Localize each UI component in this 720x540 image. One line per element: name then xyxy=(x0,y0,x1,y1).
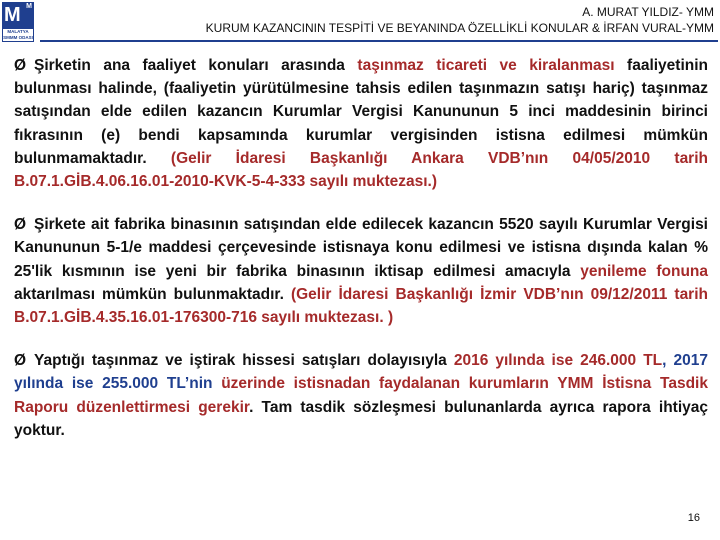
logo-mark-sup: M xyxy=(26,3,32,10)
header-subtitle: KURUM KAZANCININ TESPİTİ VE BEYANINDA ÖZELLİKLİ KONULAR & İRFAN VURAL-YMM xyxy=(205,21,714,35)
p2-citation: (Gelir İdaresi Başkanlığı İzmir VDB’nın 09/12/2011 tarih B.07.1.GİB.4.35.16.01-176300-716 sayılı muktezası. ) xyxy=(14,285,708,327)
bullet-paragraph-2 xyxy=(14,213,708,329)
p1-citation: (Gelir İdaresi Başkanlığı Ankara VDB’nın 04/05/2010 tarih B.07.1.GİB.4.06.16.01-2010-KVK-5-4-333 sayılı muktezası.) xyxy=(14,149,708,191)
p1-highlight-1: taşınmaz ticareti ve kiralanması xyxy=(357,57,615,74)
bullet-paragraph-1 xyxy=(14,54,708,193)
slide-header xyxy=(40,2,714,40)
p3-blue-text: , 2017 yılında ise 255.000 TL’nin xyxy=(14,352,708,393)
logo-band xyxy=(2,28,34,42)
p3-text-2: . Tam tasdik sözleşmesi bulunanlarda ayrıca rapora ihtiyaç yoktur. xyxy=(14,398,708,439)
arrow-bullet-icon: Ø xyxy=(14,57,27,74)
logo-line2: SMMM ODASI xyxy=(3,35,33,40)
page-number: 16 xyxy=(687,512,700,524)
p1-text-2: faaliyetinin bulunması halinde, (faaliyetin yürütülmesine tahsis edilen taşınmazın satışı hariç) taşınmaz satışından elde edilen kazancın Kurumlar Vergisi Kanununun 5 inci maddesinin birinci fıkrasının (e) bendi kapsamında kurumlar vergisinden istisna edilmesi mümkün bulunmamaktadır. xyxy=(14,57,709,167)
logo-line1: MALATYA xyxy=(7,29,29,34)
p3-highlight-2: üzerinde istisnadan faydalanan kurumların YMM İstisna Tasdik Raporu düzenlettirmesi gerekir xyxy=(14,375,708,416)
p2-text-2: aktarılması mümkün bulunmaktadır. xyxy=(14,285,291,303)
bullet-paragraph-3 xyxy=(14,349,708,442)
p2-text-1: Şirkete ait fabrika binasının satışından elde edilecek kazancın 5520 sayılı Kurumlar Vergisi Kanununun 5-1/e maddesi çerçevesinde istisnaya konu edilmesi ve istisna dışında kalan % 25'lik kısmının ise yeni bir fabrika binasının iktisap edilmesi amacıyla xyxy=(14,216,708,280)
logo-mark: M xyxy=(4,4,21,26)
chamber-logo xyxy=(2,2,34,42)
p3-highlight-1: 2016 yılında ise 246.000 TL xyxy=(453,352,663,370)
arrow-bullet-icon: Ø xyxy=(14,216,27,234)
arrow-bullet-icon: Ø xyxy=(14,352,27,370)
p3-text-1: Yaptığı taşınmaz ve iştirak hissesi satışları dolayısıyla xyxy=(34,352,454,370)
p2-highlight-1: yenileme fonuna xyxy=(580,262,708,280)
header-author: A. MURAT YILDIZ- YMM xyxy=(582,5,714,19)
p1-text-1: Şirketin ana faaliyet konuları arasında xyxy=(34,57,358,74)
slide-body xyxy=(14,54,708,462)
header-divider xyxy=(40,40,718,42)
